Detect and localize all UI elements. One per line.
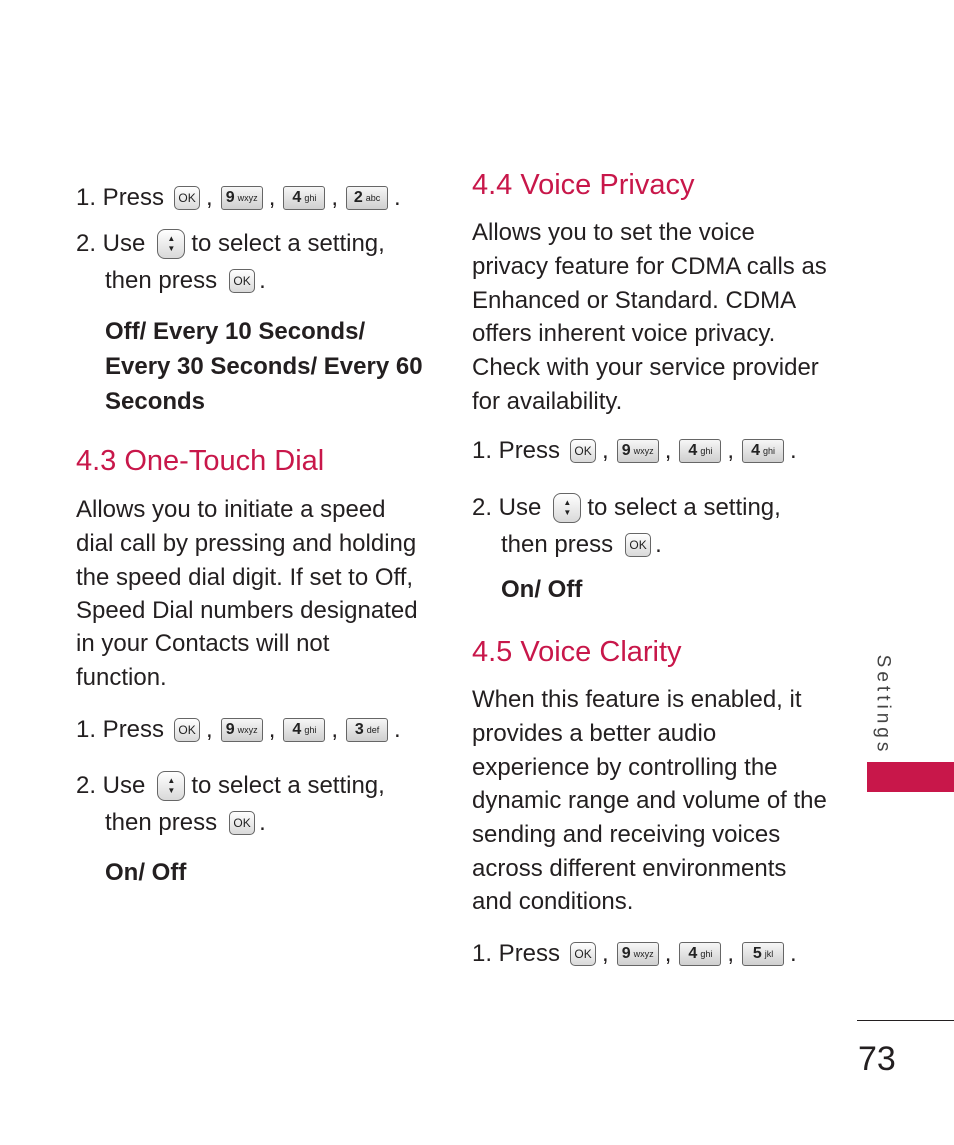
period: . [259, 267, 266, 294]
body-line: Allows you to initiate a speed [76, 496, 386, 523]
body-line: the speed dial digit. If set to Off, [76, 564, 414, 591]
ok-key-icon: OK [174, 186, 200, 210]
options-line-1: Off/ Every 10 Seconds/ [105, 318, 366, 345]
section-heading-4-3: 4.3 One-Touch Dial [76, 445, 325, 477]
step-text: then press [105, 267, 218, 294]
options-on-off: On/ Off [501, 576, 583, 603]
body-line: Speed Dial numbers designated [76, 597, 418, 624]
comma: , [268, 184, 276, 211]
options-line-3: Seconds [105, 388, 206, 415]
body-line: dynamic range and volume of the [472, 787, 827, 814]
step-text: to select a setting, [191, 230, 385, 257]
body-line: dial call by pressing and holding [76, 530, 417, 557]
body-line: and conditions. [472, 888, 634, 915]
ok-key-icon: OK [174, 718, 200, 742]
key-9-icon: 9 wxyz [221, 186, 263, 210]
step-1-press-row [76, 181, 405, 215]
step-2-then-row [105, 264, 266, 298]
step-2-then-row [105, 806, 266, 840]
comma: , [664, 437, 672, 464]
period: . [394, 184, 401, 211]
step-label: 2. Use [472, 494, 542, 521]
body-line: function. [76, 664, 167, 691]
key-9-icon: 9 wxyz [617, 439, 659, 463]
ok-key-icon: OK [229, 811, 255, 835]
key-9-icon: 9 wxyz [221, 718, 263, 742]
section-tab-marker [867, 762, 954, 792]
step-text: to select a setting, [191, 772, 385, 799]
comma: , [602, 437, 609, 464]
body-line: Enhanced or Standard. CDMA [472, 287, 797, 314]
navigation-key-icon: ▲ ▼ [157, 229, 185, 259]
body-line: offers inherent voice privacy. [472, 320, 776, 347]
step-1-press-row [472, 434, 801, 468]
footer-rule [857, 1020, 954, 1021]
comma: , [727, 437, 735, 464]
comma: , [331, 716, 339, 743]
options-on-off: On/ Off [105, 859, 187, 886]
body-line: provides a better audio [472, 720, 717, 747]
navigation-key-icon: ▲ ▼ [157, 771, 185, 801]
period: . [394, 716, 401, 743]
key-3-icon: 3 def [346, 718, 388, 742]
key-9-icon: 9 wxyz [617, 942, 659, 966]
period: . [790, 940, 797, 967]
step-1-press-row [76, 713, 405, 747]
step-label: 2. Use [76, 230, 146, 257]
comma: , [206, 184, 213, 211]
options-line-2: Every 30 Seconds/ Every 60 [105, 353, 423, 380]
comma: , [602, 940, 609, 967]
section-side-label [862, 650, 902, 760]
step-label: 1. Press [76, 716, 165, 743]
body-line: sending and receiving voices [472, 821, 781, 848]
section-heading-4-5: 4.5 Voice Clarity [472, 636, 682, 668]
body-line: privacy feature for CDMA calls as [472, 253, 827, 280]
key-5-icon: 5 jkl [742, 942, 784, 966]
navigation-key-icon: ▲ ▼ [553, 493, 581, 523]
section-heading-4-4: 4.4 Voice Privacy [472, 169, 695, 201]
body-line: across different environments [472, 855, 787, 882]
ok-key-icon: OK [625, 533, 651, 557]
period: . [655, 531, 662, 558]
key-4-icon: 4 ghi [283, 718, 325, 742]
page-number: 73 [858, 1040, 896, 1078]
body-line: Allows you to set the voice [472, 219, 755, 246]
side-label-text: Settings [872, 654, 893, 756]
step-2-then-row [501, 528, 662, 562]
key-4-icon: 4 ghi [679, 439, 721, 463]
step-2-use-row [472, 491, 781, 525]
comma: , [727, 940, 735, 967]
step-label: 2. Use [76, 772, 146, 799]
body-line: for availability. [472, 388, 623, 415]
step-2-use-row [76, 227, 385, 261]
body-line: experience by controlling the [472, 754, 778, 781]
body-line: in your Contacts will not [76, 630, 330, 657]
step-1-press-row [472, 937, 801, 971]
step-2-use-row [76, 769, 385, 803]
step-text: then press [105, 809, 218, 836]
comma: , [268, 716, 276, 743]
ok-key-icon: OK [570, 942, 596, 966]
step-label: 1. Press [472, 940, 561, 967]
period: . [259, 809, 266, 836]
body-line: When this feature is enabled, it [472, 686, 802, 713]
step-text: then press [501, 531, 614, 558]
comma: , [206, 716, 213, 743]
period: . [790, 437, 797, 464]
body-line: Check with your service provider [472, 354, 819, 381]
ok-key-icon: OK [570, 439, 596, 463]
step-text: to select a setting, [587, 494, 781, 521]
key-4-icon: 4 ghi [283, 186, 325, 210]
key-4-icon: 4 ghi [742, 439, 784, 463]
key-2-icon: 2 abc [346, 186, 388, 210]
ok-key-icon: OK [229, 269, 255, 293]
step-label: 1. Press [472, 437, 561, 464]
comma: , [331, 184, 339, 211]
step-label: 1. Press [76, 184, 165, 211]
key-4-icon: 4 ghi [679, 942, 721, 966]
comma: , [664, 940, 672, 967]
